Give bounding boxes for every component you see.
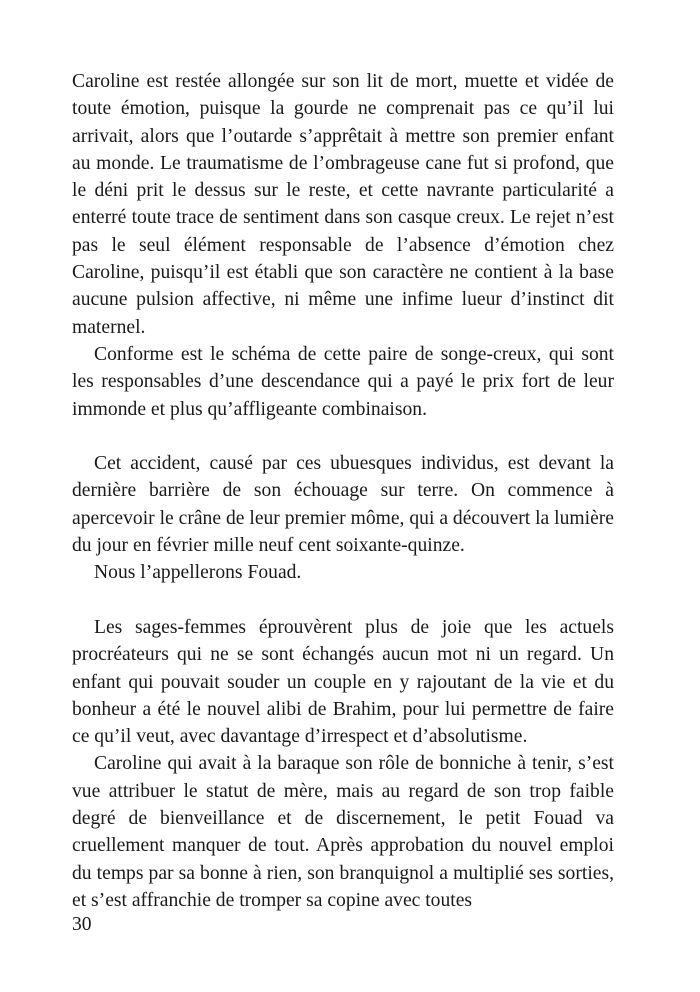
- paragraph-caroline-emotion: Caroline est restée allongée sur son lit de mort, muette et vidée de toute émotion, puisque la gourde ne comprenait pas ce qu’il lui arrivait, alors que l’outarde s’apprêtait à mettre son premier enfant au monde. Le traumatisme de l’ombrageuse cane fut si profond, que le déni prit le dessus sur le reste, et cette navrante particularité a enterré toute trace de sentiment dans son casque creux. Le rejet n’est pas le seul élément responsable de l’absence d’émotion chez Caroline, puisqu’il est établi que son caractère ne contient à la base aucune pulsion affective, ni même une infime lueur d’instinct dit maternel.: [72, 71, 614, 338]
- paragraph-fouad-name: Nous l’appellerons Fouad.: [94, 562, 302, 584]
- paragraph-accident: Cet accident, causé par ces ubuesques individus, est devant la dernière barrière de son échouage sur terre. On commence à apercevoir le crâne de leur premier môme, qui a découvert la lumière du jour en février mille neuf cent soixante-quinze.: [72, 453, 614, 557]
- body-text: [72, 68, 614, 914]
- section-break: [72, 587, 614, 614]
- section-break: [72, 423, 614, 450]
- paragraph-sages-femmes: Les sages-femmes éprouvèrent plus de joie que les actuels procréateurs qui ne se sont échangés aucun mot ni un regard. Un enfant qui pouvait souder un couple en y rajoutant de la vie et du bonheur a été le nouvel alibi de Brahim, pour lui permettre de faire ce qu’il veut, avec davantage d’irrespect et d’absolutisme.: [72, 616, 614, 748]
- page-number: 30: [72, 914, 92, 935]
- paragraph-caroline-mere: Caroline qui avait à la baraque son rôle de bonniche à tenir, s’est vue attribuer le statut de mère, mais au regard de son trop faible degré de bienveillance et de discernement, le petit Fouad va cruellement manquer de tout. Après approbation du nouvel emploi du temps par sa bonne à rien, son branquignol a multiplié ses sorties, et s’est affranchie de tromper sa copine avec toutes: [72, 753, 614, 911]
- paragraph-conforme: Conforme est le schéma de cette paire de songe-creux, qui sont les responsables d’une descendance qui a payé le prix fort de leur immonde et plus qu’affligeante combinaison.: [72, 343, 614, 420]
